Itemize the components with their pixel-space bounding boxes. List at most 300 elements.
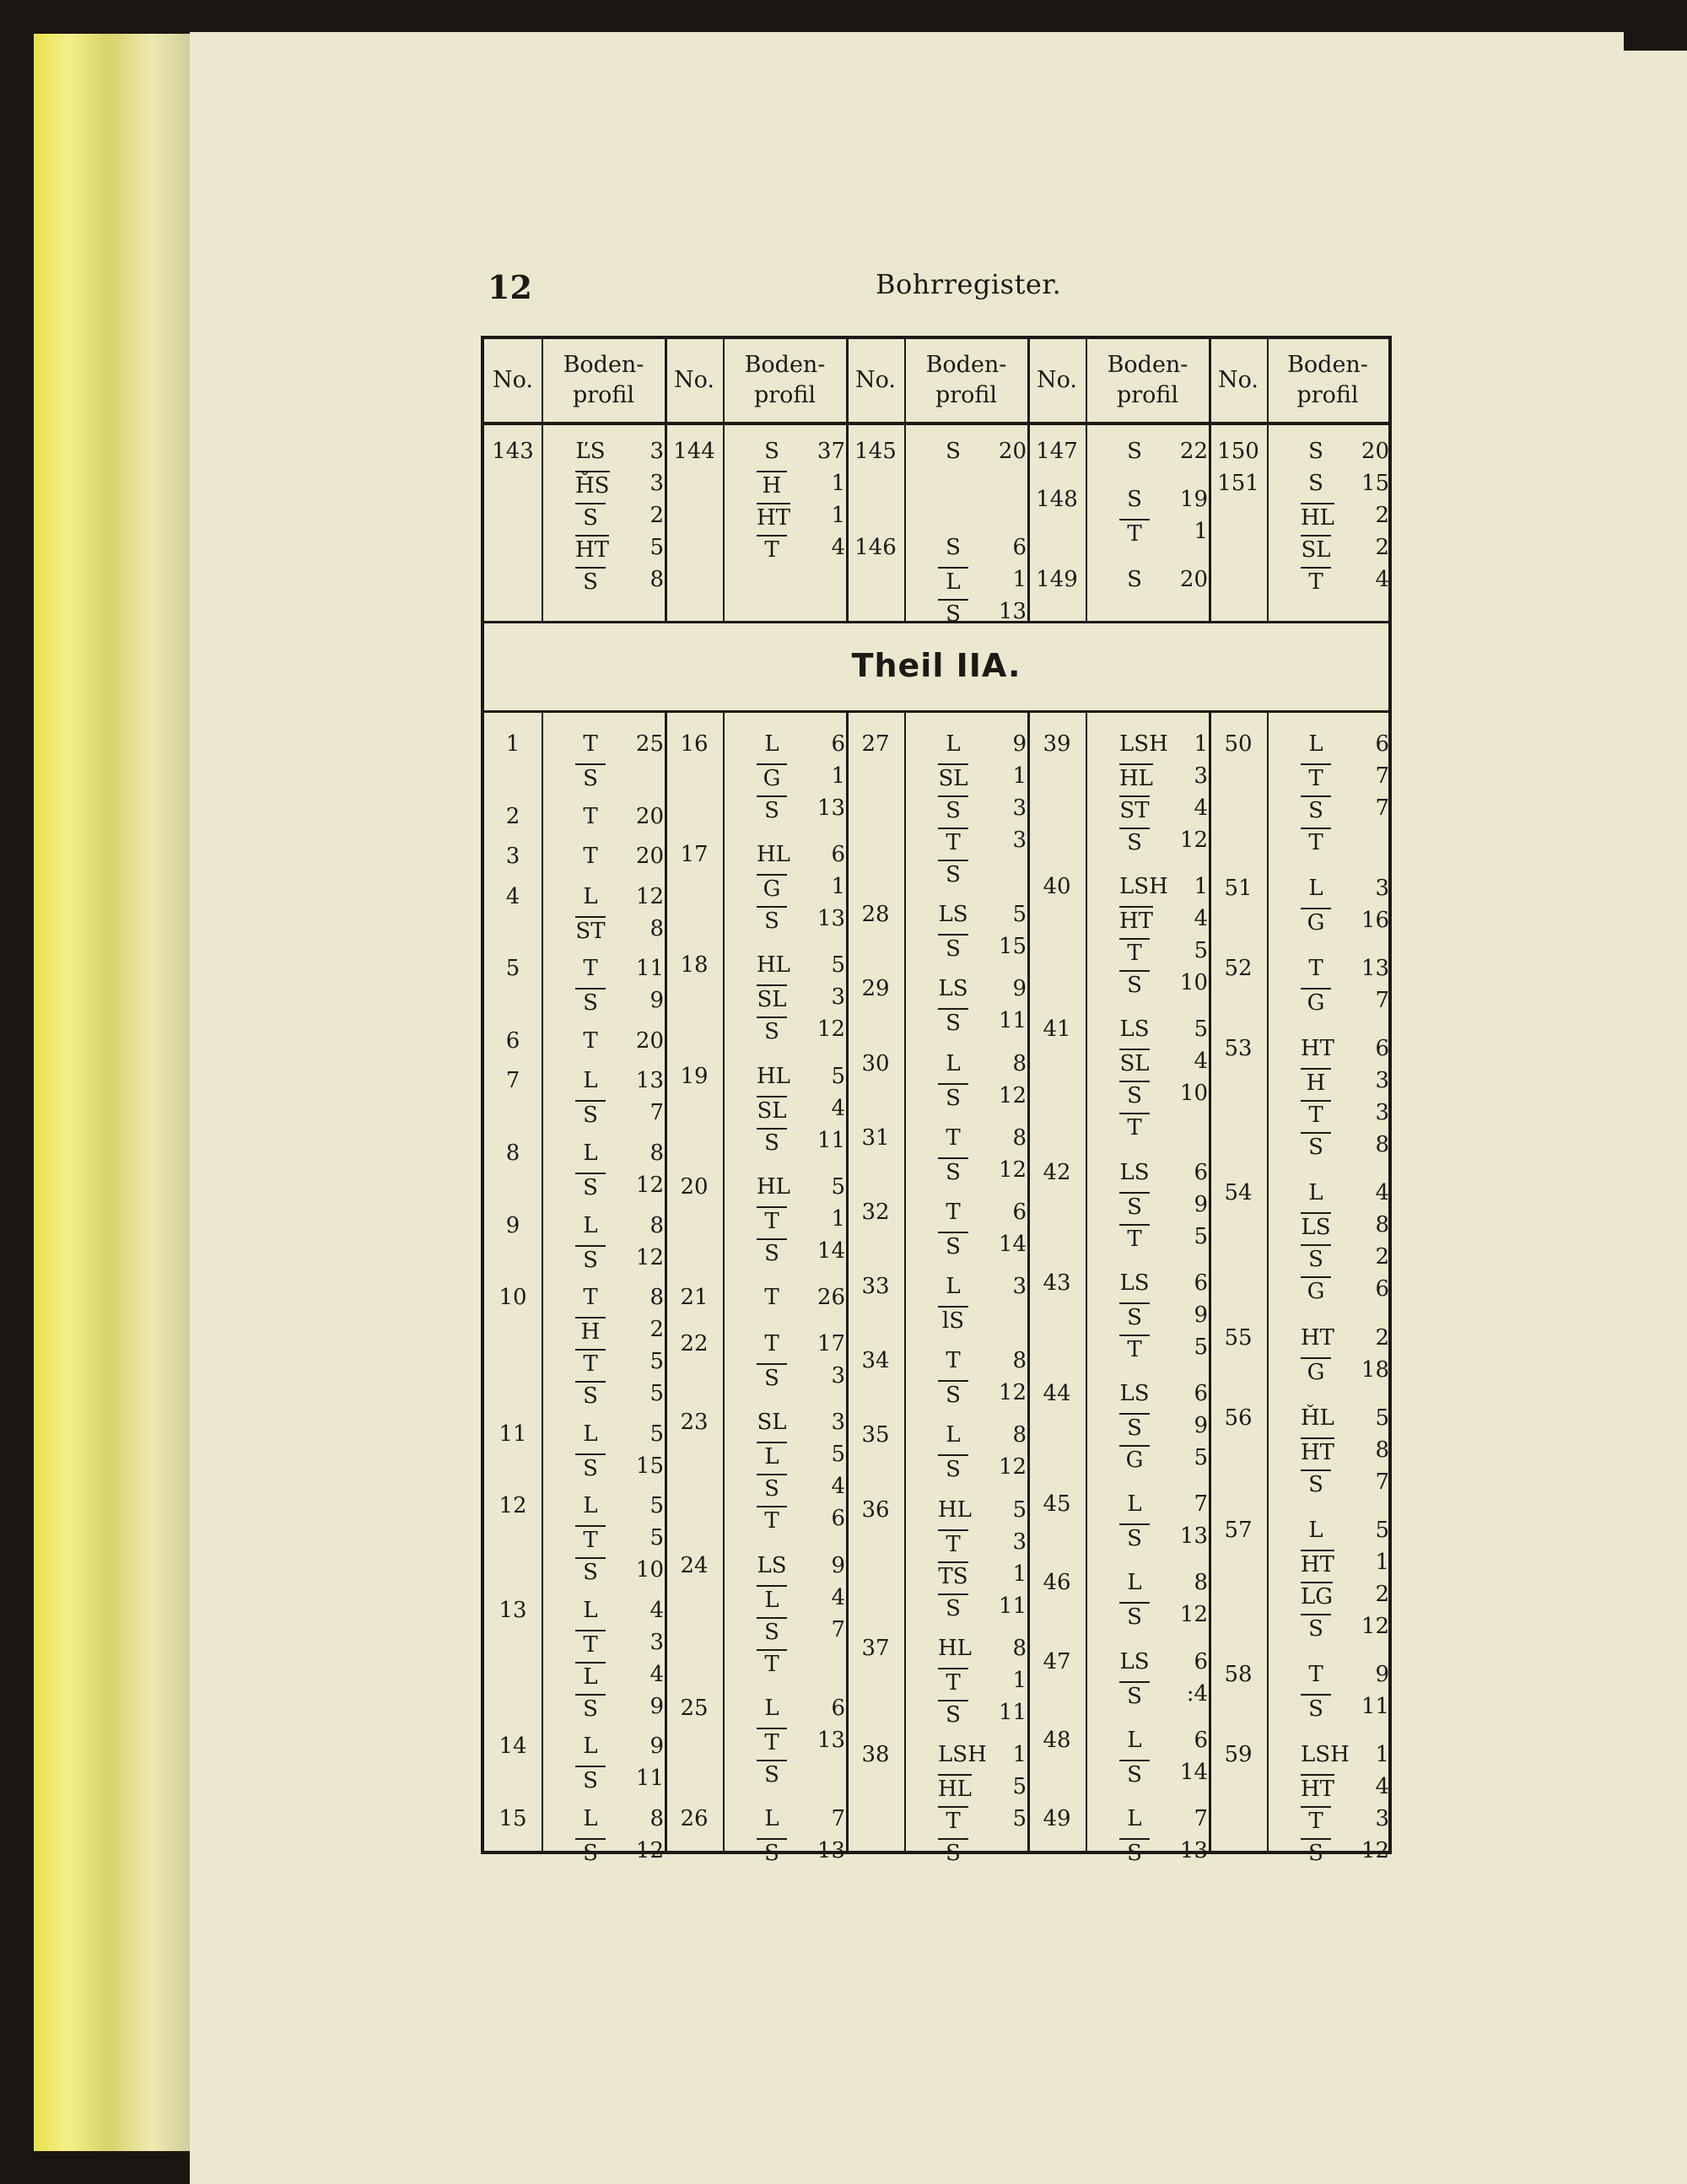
soil-code: S (575, 1766, 606, 1793)
bore-number: 36 (861, 1496, 890, 1523)
soil-layer (938, 860, 968, 887)
bore-number: 30 (861, 1050, 890, 1076)
soil-layer (938, 1636, 972, 1661)
bore-number: 145 (854, 439, 897, 464)
layer-thickness: 2 (649, 503, 664, 528)
layer-thickness: 3 (1194, 763, 1208, 789)
layer-thickness: 3 (831, 984, 845, 1011)
layer-thickness: 7 (1194, 1491, 1208, 1518)
soil-layer (1119, 1445, 1150, 1473)
layer-thickness: 16 (1361, 908, 1389, 934)
soil-code: L (1127, 1491, 1142, 1518)
soil-code: S (764, 439, 779, 464)
layer-thickness: 5 (649, 1349, 664, 1375)
soil-code: T (757, 535, 787, 563)
soil-layer (1119, 487, 1150, 512)
layer-thickness: 9 (649, 1693, 664, 1719)
soil-layer (757, 984, 787, 1012)
layer-thickness: 12 (635, 1244, 664, 1270)
layer-thickness: 13 (998, 599, 1027, 624)
soil-layer (575, 1734, 606, 1759)
layer-thickness: 9 (1194, 1302, 1208, 1328)
soil-code: S (938, 795, 968, 823)
soil-layer (1119, 731, 1168, 757)
layer-thickness: 11 (1361, 1693, 1389, 1719)
soil-code: S (1301, 795, 1331, 823)
soil-layer (575, 1285, 606, 1310)
column-divider (846, 339, 849, 621)
bore-number: 18 (680, 952, 709, 979)
soil-layer (938, 1125, 968, 1151)
column-divider (1027, 710, 1030, 1851)
soil-layer (1119, 1523, 1150, 1551)
soil-code: L (757, 1442, 787, 1469)
soil-code: T (1301, 1806, 1331, 1834)
bore-number: 20 (680, 1173, 709, 1200)
soil-layer (757, 842, 790, 867)
layer-thickness: 12 (998, 1380, 1027, 1406)
soil-code: LS (1119, 1648, 1150, 1674)
soil-code: HL (757, 842, 790, 868)
soil-layer (1301, 1132, 1331, 1160)
layer-thickness: 5 (649, 1421, 664, 1447)
soil-code: LS (1119, 1159, 1150, 1185)
soil-code: L (583, 1597, 598, 1623)
soil-layer (757, 1064, 790, 1089)
soil-code: S (1119, 1192, 1150, 1220)
soil-layer (757, 1017, 787, 1044)
soil-layer (938, 1454, 968, 1482)
soil-layer (1119, 1491, 1150, 1517)
layer-thickness: 7 (1375, 763, 1389, 789)
layer-thickness: 20 (1361, 439, 1389, 464)
layer-thickness: 6 (1375, 731, 1389, 757)
layer-thickness: 1 (1194, 731, 1208, 757)
soil-layer (757, 1238, 787, 1266)
bore-number: 1 (505, 731, 520, 757)
soil-code: S (1301, 1469, 1331, 1497)
bore-number: 27 (861, 731, 890, 757)
soil-layer (1119, 906, 1153, 934)
soil-code: LG (1301, 1582, 1333, 1610)
soil-code: LS (1119, 1381, 1150, 1406)
soil-code: S (575, 1694, 606, 1722)
soil-code: S (575, 1381, 606, 1409)
layer-thickness: 13 (817, 1727, 845, 1753)
bore-number: 33 (861, 1274, 890, 1300)
soil-code: HL (938, 1496, 972, 1523)
soil-layer (1301, 1838, 1331, 1866)
header-no: No. (855, 366, 896, 393)
soil-code: SL (1301, 535, 1331, 563)
soil-code: S (575, 1557, 606, 1585)
header-profile: Boden- profil (744, 351, 826, 408)
layer-thickness: 6 (831, 1506, 845, 1532)
soil-code: S (1308, 439, 1323, 464)
layer-thickness: 5 (1194, 938, 1208, 964)
soil-layer (757, 1331, 787, 1356)
soil-layer (1119, 1335, 1150, 1362)
soil-layer (575, 956, 606, 981)
layer-thickness: 11 (998, 1008, 1027, 1034)
layer-thickness: 6 (1194, 1270, 1208, 1296)
layer-thickness: 25 (635, 731, 664, 757)
subcolumn-divider (542, 710, 543, 1851)
layer-thickness: 12 (1179, 828, 1208, 853)
layer-thickness: 5 (831, 1063, 845, 1089)
soil-code: T (946, 1199, 961, 1225)
layer-thickness: 8 (1375, 1437, 1389, 1463)
soil-layer (757, 1728, 787, 1755)
soil-layer (1119, 1760, 1150, 1788)
soil-code: G (757, 874, 787, 902)
layer-thickness: 4 (1375, 1180, 1389, 1206)
layer-thickness: 1 (831, 471, 845, 496)
layer-thickness: 6 (1375, 1276, 1389, 1302)
layer-thickness: 3 (1012, 828, 1027, 853)
soil-layer (575, 1838, 606, 1866)
soil-code: L (1308, 731, 1323, 757)
layer-thickness: 5 (1194, 1223, 1208, 1249)
soil-layer (757, 1760, 787, 1788)
bore-number: 9 (505, 1212, 520, 1238)
bore-number: 2 (505, 803, 520, 829)
layer-thickness: 13 (817, 906, 845, 932)
bore-number: 53 (1224, 1036, 1253, 1062)
bore-number: 26 (680, 1806, 709, 1831)
soil-code: L (583, 1212, 598, 1238)
subcolumn-divider (904, 339, 906, 621)
soil-code: HT (757, 503, 790, 531)
soil-layer (1301, 567, 1331, 595)
layer-thickness: 13 (817, 795, 845, 821)
soil-layer (1119, 1049, 1150, 1076)
soil-layer (1119, 567, 1150, 592)
column-divider (846, 710, 849, 1851)
layer-thickness: 13 (1361, 956, 1389, 982)
soil-layer (938, 567, 968, 595)
soil-code: T (583, 1285, 598, 1311)
bore-number: 3 (505, 844, 520, 870)
layer-thickness: 7 (1375, 795, 1389, 821)
layer-thickness: 5 (1012, 902, 1027, 928)
layer-thickness: 4 (649, 1661, 664, 1687)
layer-thickness: 8 (1012, 1124, 1027, 1151)
bore-number: 37 (861, 1635, 890, 1661)
soil-code: ȞL (1301, 1405, 1334, 1431)
layer-thickness: 1 (831, 763, 845, 789)
soil-layer (757, 471, 787, 499)
bore-register-table (481, 336, 1392, 1866)
bore-number: 34 (861, 1348, 890, 1374)
soil-layer (575, 1381, 606, 1409)
soil-layer (575, 916, 606, 944)
layer-thickness: 4 (1194, 906, 1208, 932)
soil-layer (1301, 439, 1331, 464)
soil-layer (1119, 1602, 1150, 1630)
soil-code: S (938, 1838, 968, 1866)
soil-code: HT (1119, 906, 1153, 934)
soil-code: TS (938, 1561, 968, 1589)
layer-thickness: 11 (635, 1766, 664, 1792)
layer-thickness: 4 (831, 1584, 845, 1610)
soil-code: T (757, 1206, 787, 1234)
soil-code: HT (1301, 1437, 1334, 1465)
soil-layer (757, 1442, 787, 1469)
soil-code: S (757, 1474, 787, 1502)
layer-thickness: 26 (817, 1285, 845, 1310)
soil-layer (1119, 1270, 1150, 1296)
layer-thickness: 20 (635, 1027, 664, 1054)
layer-thickness: 1 (831, 1205, 845, 1232)
layer-thickness: 22 (1179, 439, 1208, 464)
soil-code: S (757, 1128, 787, 1156)
soil-code: S (938, 1594, 968, 1621)
soil-layer (575, 1173, 606, 1200)
soil-code: L (764, 1806, 779, 1831)
soil-code: LS (938, 976, 968, 1002)
layer-thickness: 2 (1375, 1324, 1389, 1351)
soil-layer (1301, 1100, 1331, 1128)
layer-thickness: 1 (1194, 519, 1208, 544)
soil-code: S (757, 1760, 787, 1788)
soil-layer (1119, 1413, 1150, 1441)
bore-number: 148 (1036, 487, 1078, 512)
soil-code: HL (757, 1063, 790, 1089)
bore-number: 45 (1043, 1491, 1071, 1518)
soil-code: L (583, 1421, 598, 1447)
soil-layer (1301, 1742, 1350, 1767)
layer-thickness: 3 (649, 471, 664, 496)
layer-thickness: 8 (1375, 1132, 1389, 1158)
soil-layer (575, 1421, 606, 1447)
soil-code: HL (1119, 763, 1153, 791)
soil-code: L (946, 1050, 961, 1076)
soil-code: L (1127, 1806, 1142, 1831)
soil-layer (1119, 1649, 1150, 1674)
soil-layer (938, 795, 968, 823)
soil-layer (757, 503, 790, 531)
layer-thickness: 1 (1012, 763, 1027, 789)
bore-number: 143 (492, 439, 534, 464)
layer-thickness: 20 (998, 439, 1027, 464)
soil-code: SL (938, 763, 968, 791)
soil-layer (575, 1453, 606, 1481)
soil-layer (575, 731, 606, 757)
soil-code: HL (1301, 503, 1334, 531)
soil-layer (1301, 1437, 1334, 1465)
layer-thickness: 5 (649, 535, 664, 560)
bore-number: 16 (680, 731, 709, 757)
soil-code: S (1119, 1523, 1150, 1551)
layer-thickness: 3 (1012, 1274, 1027, 1300)
soil-code: HT (1301, 1324, 1335, 1351)
soil-code: S (757, 1838, 787, 1866)
soil-layer (757, 1506, 787, 1534)
soil-layer (575, 1766, 606, 1793)
soil-code: ST (575, 916, 606, 944)
soil-code: S (1119, 1602, 1150, 1630)
soil-layer (1301, 876, 1331, 901)
bore-number: 12 (499, 1493, 527, 1519)
soil-code: LS (1301, 1212, 1331, 1240)
bore-number: 35 (861, 1422, 890, 1448)
column-divider (665, 339, 667, 621)
soil-code: S (575, 503, 606, 531)
soil-code: L (1308, 1517, 1323, 1543)
soil-code: LSH (1301, 1742, 1350, 1767)
layer-thickness: 5 (1012, 1806, 1027, 1831)
soil-code: SL (757, 1096, 787, 1124)
bore-number: 144 (673, 439, 715, 464)
soil-layer (575, 1068, 606, 1093)
soil-code: S (938, 860, 968, 887)
soil-layer (1119, 519, 1150, 547)
soil-code: S (1119, 1413, 1150, 1441)
soil-layer (757, 763, 787, 791)
soil-layer (938, 1051, 968, 1076)
soil-code: S (1119, 1081, 1150, 1108)
soil-layer (938, 1380, 968, 1408)
column-divider (1209, 339, 1211, 621)
soil-code: T (1308, 956, 1323, 982)
soil-layer (1119, 1017, 1150, 1042)
soil-code: S (757, 906, 787, 934)
soil-layer (1119, 1160, 1150, 1185)
soil-code: L (1127, 1727, 1142, 1753)
soil-code: S (938, 1380, 968, 1408)
soil-code: LSH (1119, 731, 1168, 757)
soil-layer (757, 1410, 787, 1435)
soil-code: L (938, 567, 968, 595)
soil-layer (938, 763, 968, 791)
soil-code: T (583, 803, 598, 829)
layer-thickness: 37 (817, 439, 845, 464)
bore-number: 6 (505, 1027, 520, 1054)
soil-code: S (946, 439, 961, 464)
soil-layer (1119, 970, 1150, 998)
soil-code: LS (1119, 1017, 1150, 1043)
layer-thickness: 13 (1179, 1838, 1208, 1863)
bore-number: 24 (680, 1552, 709, 1578)
soil-code: T (1119, 938, 1150, 966)
soil-layer (1301, 1036, 1334, 1061)
layer-thickness: 2 (1375, 503, 1389, 528)
layer-thickness: 12 (1361, 1613, 1389, 1639)
soil-code: T (1301, 1100, 1331, 1128)
bore-number: 22 (680, 1331, 709, 1357)
bore-number: 59 (1224, 1742, 1253, 1767)
soil-layer (1119, 1681, 1150, 1709)
soil-layer (1301, 1212, 1331, 1240)
soil-layer (938, 1232, 968, 1259)
soil-layer (575, 844, 606, 869)
bore-number: 48 (1043, 1727, 1071, 1753)
layer-thickness: 1 (1012, 567, 1027, 592)
bore-number: 150 (1217, 439, 1259, 464)
bore-number: 32 (861, 1199, 890, 1225)
layer-thickness: 12 (998, 1454, 1027, 1480)
soil-layer (1301, 1550, 1334, 1577)
soil-code: L (575, 1662, 606, 1690)
soil-layer (938, 1668, 968, 1696)
soil-layer (757, 795, 787, 823)
layer-thickness: 5 (831, 952, 845, 979)
soil-layer (938, 599, 968, 627)
soil-code: HT (1301, 1036, 1335, 1062)
layer-thickness: 12 (998, 1082, 1027, 1108)
layer-thickness: 3 (649, 439, 664, 464)
soil-code: T (1301, 763, 1331, 791)
layer-thickness: 5 (1194, 1445, 1208, 1470)
layer-thickness: 1 (1375, 1549, 1389, 1575)
layer-thickness: 8 (1012, 1635, 1027, 1661)
layer-thickness: 2 (1375, 1244, 1389, 1270)
soil-code: SL (757, 984, 787, 1012)
table-header (484, 339, 1388, 425)
soil-layer (575, 884, 606, 909)
layer-thickness: 14 (817, 1238, 845, 1264)
layer-thickness: 15 (1361, 471, 1389, 496)
soil-code: S (575, 763, 606, 791)
soil-layer (575, 1630, 606, 1658)
soil-code: HL (757, 1173, 790, 1200)
soil-code: S (575, 1453, 606, 1481)
soil-layer (575, 1028, 606, 1054)
soil-code: T (938, 1529, 968, 1557)
layer-thickness: 5 (649, 1381, 664, 1407)
soil-code: lS (938, 1306, 968, 1334)
soil-layer (757, 1128, 787, 1156)
soil-code: H (575, 1317, 606, 1345)
soil-layer (1301, 795, 1331, 823)
soil-code: L (764, 731, 779, 757)
bore-number: 11 (499, 1421, 527, 1447)
soil-code: T (1119, 1224, 1150, 1252)
soil-layer (575, 567, 606, 595)
bore-number: 52 (1224, 956, 1253, 982)
soil-layer (575, 763, 606, 791)
soil-layer (938, 1306, 968, 1334)
soil-layer (575, 439, 606, 464)
soil-code: S (1301, 1694, 1331, 1722)
soil-layer (938, 1497, 972, 1523)
section-divider-top (484, 621, 1388, 623)
subcolumn-divider (1267, 339, 1269, 621)
layer-thickness: 11 (998, 1593, 1027, 1619)
soil-code: L (583, 1068, 598, 1094)
soil-layer (938, 1083, 968, 1111)
bore-number: 10 (499, 1285, 527, 1311)
soil-layer (938, 1157, 968, 1185)
soil-code: S (575, 1838, 606, 1866)
soil-layer (575, 1349, 606, 1377)
layer-thickness: 3 (831, 1363, 845, 1389)
soil-code: HL (938, 1774, 972, 1802)
layer-thickness: 17 (817, 1331, 845, 1357)
soil-layer (1301, 1518, 1331, 1543)
soil-code: S (1119, 970, 1150, 998)
layer-thickness: 10 (1179, 1081, 1208, 1107)
soil-layer (1301, 1357, 1331, 1385)
soil-code: T (946, 1124, 961, 1151)
soil-code: LS (938, 902, 968, 928)
layer-thickness: 3 (1375, 1068, 1389, 1094)
soil-code: S (938, 1454, 968, 1482)
soil-code: SL (757, 1410, 787, 1436)
soil-code: LS (757, 1552, 787, 1578)
soil-layer (938, 976, 968, 1001)
